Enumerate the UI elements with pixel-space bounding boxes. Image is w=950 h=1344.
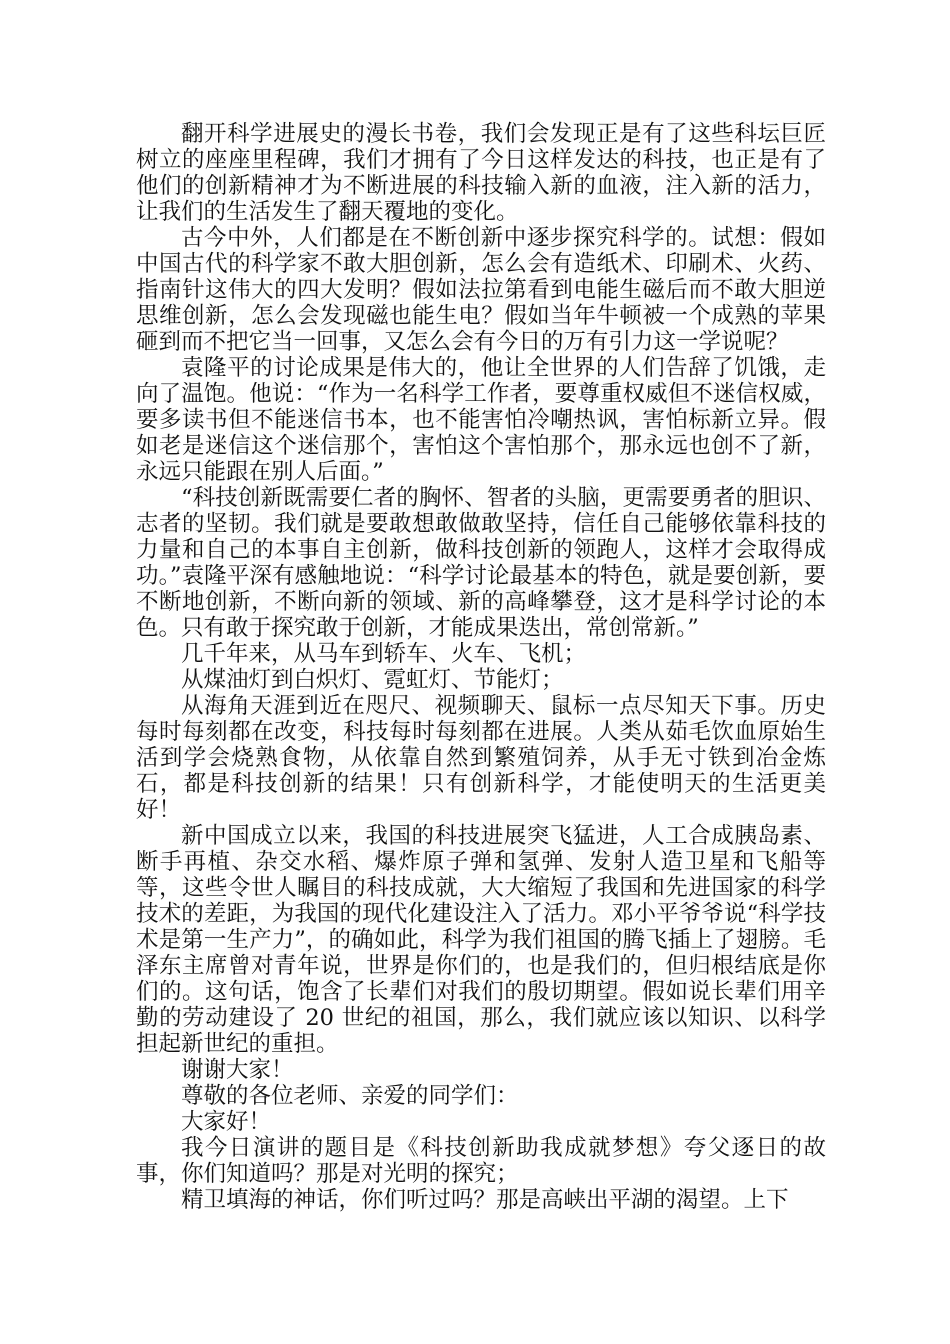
- paragraph: 从海角天涯到近在咫尺、视频聊天、鼠标一点尽知天下事。历史每时每刻都在改变，科技每时每刻都在进展。人类从茹毛饮血原始生活到学会烧熟食物，从依靠自然到繁殖饲养，从手无寸铁到冶金炼石，都是科技创新的结果！只有创新科学，才能使明天的生活更美好！: [136, 693, 826, 823]
- paragraph: 精卫填海的神话，你们听过吗？那是高峡出平湖的渴望。上下: [181, 1187, 789, 1213]
- paragraph: 古今中外，人们都是在不断创新中逐步探究科学的。试想：假如中国古代的科学家不敢大胆创新，怎么会有造纸术、印刷术、火药、指南针这伟大的四大发明？假如法拉第看到电能生磁后而不敢大胆逆思维创新，怎么会发现磁也能生电？假如当年牛顿被一个成熟的苹果砸到而不把它当一回事，又怎么会有今日的万有引力这一学说呢？: [136, 225, 826, 355]
- paragraph: 谢谢大家！: [181, 1057, 294, 1083]
- paragraph: 几千年来，从马车到轿车、火车、飞机；: [181, 641, 587, 667]
- paragraph: 新中国成立以来，我国的科技进展突飞猛进，人工合成胰岛素、断手再植、杂交水稻、爆炸原子弹和氢弹、发射人造卫星和飞船等等，这些令世人瞩目的科技成就，大大缩短了我国和先进国家的科学技术的差距，为我国的现代化建设注入了活力。邓小平爷爷说“科学技术是第一生产力”，的确如此，科学为我们祖国的腾飞插上了翅膀。毛泽东主席曾对青年说，世界是你们的，也是我们的，但归根结底是你们的。这句话，饱含了长辈们对我们的殷切期望。假如说长辈们用辛勤的劳动建设了 20 世纪的祖国，那么，我们就应该以知识、以科学担起新世纪的重担。: [136, 823, 826, 1057]
- paragraph: 尊敬的各位老师、亲爱的同学们：: [181, 1083, 519, 1109]
- paragraph: 我今日演讲的题目是《科技创新助我成就梦想》夸父逐日的故事，你们知道吗？那是对光明的探究；: [136, 1135, 826, 1187]
- paragraph: 袁隆平的讨论成果是伟大的，他让全世界的人们告辞了饥饿，走向了温饱。他说：“作为一名科学工作者，要尊重权威但不迷信权威，要多读书但不能迷信书本，也不能害怕冷嘲热讽，害怕标新立异。假如老是迷信这个迷信那个，害怕这个害怕那个，那永远也创不了新，永远只能跟在别人后面。”: [136, 355, 826, 485]
- paragraph: 翻开科学进展史的漫长书卷，我们会发现正是有了这些科坛巨匠树立的座座里程碑，我们才拥有了今日这样发达的科技，也正是有了他们的创新精神才为不断进展的科技输入新的血液，注入新的活力，让我们的生活发生了翻天覆地的变化。: [136, 121, 826, 225]
- paragraph: “科技创新既需要仁者的胸怀、智者的头脑，更需要勇者的胆识、志者的坚韧。我们就是要敢想敢做敢坚持，信任自己能够依靠科技的力量和自己的本事自主创新，做科技创新的领跑人，这样才会取得成功。”袁隆平深有感触地说：“科学讨论最基本的特色，就是要创新，要不断地创新，不断向新的领域、新的高峰攀登，这才是科学讨论的本色。只有敢于探究敢于创新，才能成果迭出，常创常新。”: [136, 485, 826, 641]
- paragraph: 大家好！: [181, 1109, 272, 1135]
- document-body: [136, 121, 826, 1213]
- paragraph: 从煤油灯到白炽灯、霓虹灯、节能灯；: [181, 667, 564, 693]
